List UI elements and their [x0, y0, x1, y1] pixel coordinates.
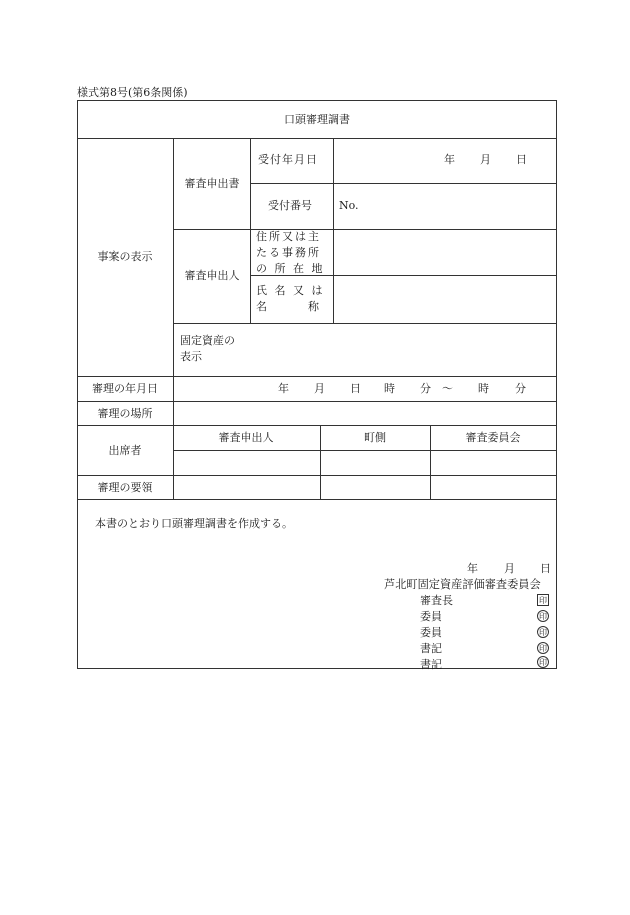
address-line: たる事務所 [256, 246, 321, 259]
attendees-col-town: 町側 [364, 431, 386, 444]
hearing-minute: 分 [420, 382, 431, 395]
border-right [556, 100, 557, 668]
attendees-col-applicant: 審査申出人 [218, 431, 274, 444]
clerk-title: 書記 [420, 658, 442, 671]
hearing-day: 日 [350, 382, 361, 395]
clerk-title: 書記 [420, 642, 442, 655]
hearing-end-minute: 分 [515, 382, 526, 395]
applicant-label: 審査申出人 [184, 269, 240, 282]
number-prefix: No. [339, 199, 359, 212]
rule [173, 323, 557, 324]
seal-icon: 印 [539, 628, 547, 637]
summary-label: 審理の要領 [97, 481, 153, 494]
received-month: 月 [480, 153, 491, 166]
seal-icon: 印 [539, 658, 547, 667]
rule [250, 138, 251, 323]
form-title: 口頭審理調書 [284, 113, 350, 126]
hearing-date-label: 審理の年月日 [92, 382, 158, 395]
address-line: の 所 在 地 [256, 262, 325, 275]
name-line: 名 称 [256, 300, 321, 313]
name-label [256, 283, 325, 315]
application-label: 審査申出書 [184, 177, 240, 190]
asset-label [180, 333, 235, 365]
asset-label-line: 表示 [180, 350, 202, 363]
signature-day: 日 [540, 562, 551, 575]
rule [77, 138, 557, 139]
rule [333, 138, 334, 323]
case-label: 事案の表示 [97, 250, 153, 263]
rule [77, 475, 557, 476]
hearing-year: 年 [278, 382, 289, 395]
committee-name: 芦北町固定資産評価審査委員会 [384, 578, 541, 591]
address-line: 住所又は主 [256, 230, 321, 243]
received-year: 年 [444, 153, 455, 166]
hearing-hour: 時 [384, 382, 395, 395]
border-bottom [77, 668, 557, 669]
received-date-label: 受付年月日 [258, 153, 318, 166]
statement-text: 本書のとおり口頭審理調書を作成する。 [95, 517, 293, 530]
seal-icon: 印 [539, 596, 547, 605]
received-day: 日 [516, 153, 527, 166]
rule [250, 183, 557, 184]
form-caption: 様式第8号(第6条関係) [77, 86, 188, 99]
signature-year: 年 [467, 562, 478, 575]
rule [77, 499, 557, 500]
hearing-month: 月 [314, 382, 325, 395]
rule [77, 401, 557, 402]
rule [173, 450, 557, 451]
member-title: 委員 [420, 626, 442, 639]
seal-icon: 印 [539, 644, 547, 653]
chair-title: 審査長 [420, 594, 453, 607]
attendees-col-committee: 審査委員会 [465, 431, 521, 444]
seal-icon: 印 [539, 612, 547, 621]
tilde: ～ [442, 382, 453, 395]
member-title: 委員 [420, 610, 442, 623]
rule [77, 425, 557, 426]
received-number-label: 受付番号 [268, 199, 312, 212]
signature-month: 月 [504, 562, 515, 575]
attendees-label: 出席者 [108, 444, 142, 457]
name-line: 氏 名 又 は [256, 284, 325, 297]
address-label [256, 229, 325, 277]
rule [77, 376, 557, 377]
border-top [77, 100, 557, 101]
hearing-place-label: 審理の場所 [97, 407, 153, 420]
rule [173, 229, 557, 230]
rule [320, 425, 321, 499]
rule [430, 425, 431, 499]
border-left [77, 100, 78, 668]
hearing-end-hour: 時 [478, 382, 489, 395]
rule [173, 138, 174, 499]
asset-label-line: 固定資産の [180, 334, 235, 347]
